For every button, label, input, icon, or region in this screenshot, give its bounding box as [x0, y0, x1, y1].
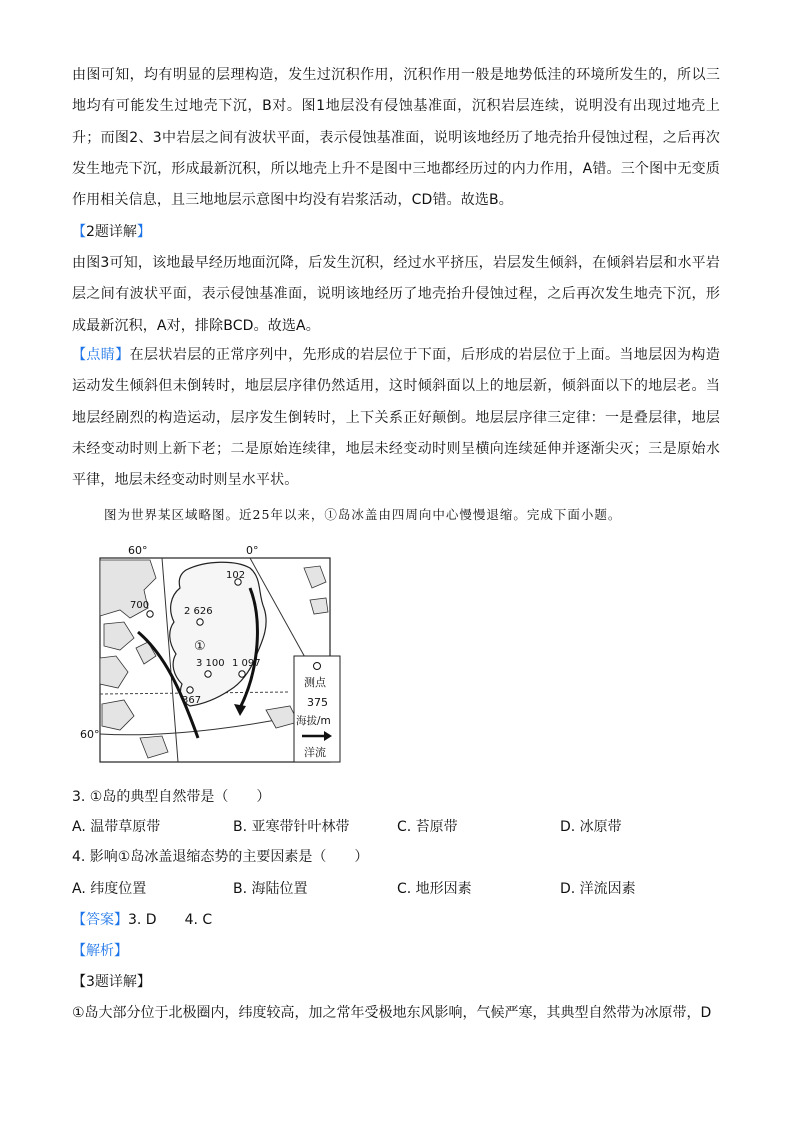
q4-option-a[interactable]: A. 纬度位置: [72, 881, 147, 897]
map-legend: [294, 656, 340, 762]
lon-label-60: 60°: [128, 544, 148, 557]
q2-header-text: 2题详解: [86, 224, 137, 240]
legend-point-label: 测点: [304, 676, 326, 689]
answer-value: 3. D 4. C: [128, 912, 213, 928]
point-label: 102: [226, 570, 246, 581]
q3-option-c[interactable]: C. 苔原带: [397, 819, 458, 835]
question-4-stem: 4. 影响①岛冰盖退缩态势的主要因素是（ ）: [72, 849, 369, 865]
paragraph-q1-explanation: 由图可知，均有明显的层理构造，发生过沉积作用，沉积作用一般是地势低洼的环境所发生的，所以三地均有可能发生过地壳下沉，B对。图1地层没有侵蚀基准面，沉积岩层连续，说明没有出现过地壳上升；而图2、3中岩层之间有波状平面，表示侵蚀基准面，说明该地经历了地壳抬升侵蚀过程，之后再次发生地壳下沉，形成最新沉积，所以地壳上升不是图中三地都经历过的内力作用，A错。三个图中无变质作用相关信息，且三地地层示意图中均没有岩浆活动，CD错。故选B。: [72, 67, 720, 209]
analysis-label: 【解析】: [72, 943, 128, 959]
figure-caption: 图为世界某区域略图。近25年以来，①岛冰盖由四周向中心慢慢退缩。完成下面小题。: [104, 507, 622, 522]
q4-option-d[interactable]: D. 洋流因素: [560, 881, 636, 897]
paragraph-tip: [72, 340, 720, 496]
point-label: 3 100: [196, 658, 225, 669]
question-3-stem: 3. ①岛的典型自然带是（ ）: [72, 789, 271, 805]
q2-header-bracket-left: 【: [72, 224, 86, 240]
lat-label-60: 60°: [80, 728, 100, 741]
island-label: ①: [194, 639, 206, 654]
q4-option-c[interactable]: C. 地形因素: [397, 881, 472, 897]
tip-text: 在层状岩层的正常序列中，先形成的岩层位于下面，后形成的岩层位于上面。当地层因为构造运动发生倾斜但未倒转时，地层层序律仍然适用，这时倾斜面以上的地层新，倾斜面以下的地层老。当地层经剧烈的构造运动，层序发生倒转时，上下关系正好颠倒。地层层序律三定律：一是叠层律，地层未经变动时则上新下老；二是原始连续律，地层未经变动时则呈横向连续延伸并逐渐尖灭；三是原始水平律，地层未经变动时则呈水平状。: [72, 347, 720, 489]
answer-line: [72, 910, 212, 930]
q3-detail-text: ①岛大部分位于北极圈内，纬度较高，加之常年受极地东风影响，气候严寒，其典型自然带为冰原带，D: [72, 1005, 712, 1021]
tip-label: 【点睛】: [72, 347, 130, 363]
q3-option-b[interactable]: B. 亚寒带针叶林带: [233, 819, 350, 835]
point-label: 367: [182, 695, 202, 706]
answer-label: 【答案】: [72, 912, 128, 928]
q2-header-bracket-right: 】: [136, 224, 151, 240]
legend-point-icon: [314, 663, 321, 670]
q3-detail-label: 【3题详解】: [72, 974, 151, 990]
lon-label-0: 0°: [246, 544, 259, 557]
point-label: 1 097: [232, 658, 261, 669]
q2-detail-header: [72, 222, 151, 242]
q3-option-a[interactable]: A. 温带草原带: [72, 819, 161, 835]
point-label: 2 626: [184, 606, 213, 617]
q3-option-d[interactable]: D. 冰原带: [560, 819, 622, 835]
region-map: [80, 538, 340, 766]
paragraph-q2-detail: 由图3可知，该地最早经历地面沉降，后发生沉积，经过水平挤压，岩层发生倾斜，在倾斜岩层和水平岩层之间有波状平面，表示侵蚀基准面，说明该地经历了地壳抬升侵蚀过程，之后再次发生地壳下沉，形成最新沉积，A对，排除BCD。故选A。: [72, 255, 720, 334]
q4-option-b[interactable]: B. 海陆位置: [233, 881, 308, 897]
point-label: 700: [130, 600, 150, 611]
legend-elev-label: 海拔/m: [296, 715, 331, 727]
legend-current-label: 洋流: [304, 746, 326, 759]
legend-value: 375: [307, 696, 328, 709]
